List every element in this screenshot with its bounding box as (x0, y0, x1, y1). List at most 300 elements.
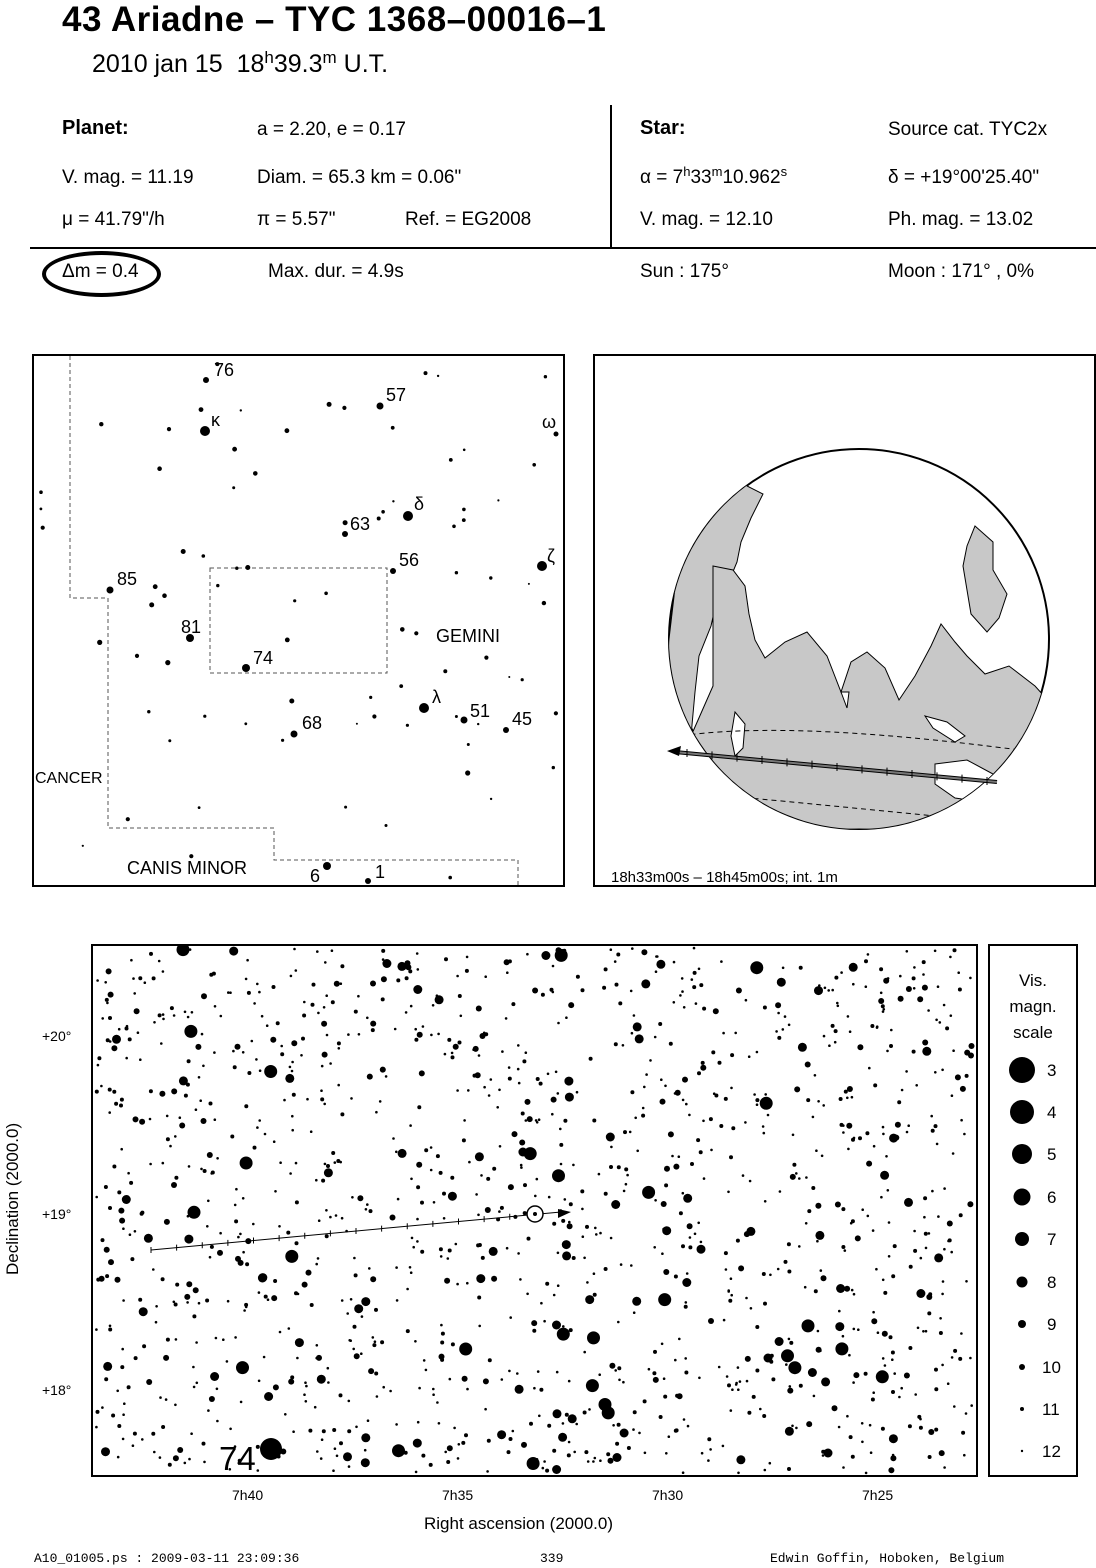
field-star (805, 1062, 811, 1068)
field-star (934, 1387, 938, 1391)
field-star (272, 985, 276, 989)
finder-star (203, 377, 209, 383)
finder-star (202, 554, 206, 558)
finder-star (477, 723, 479, 725)
field-star (644, 1452, 647, 1455)
field-star (630, 1264, 633, 1267)
field-star (687, 1425, 690, 1428)
field-star (214, 1005, 217, 1008)
field-star (192, 1314, 196, 1318)
field-star (138, 976, 142, 980)
legend-dot-mag12 (1021, 1450, 1023, 1452)
field-star (121, 1348, 124, 1351)
field-star (788, 1024, 791, 1027)
field-star (101, 1017, 104, 1020)
finder-label-1: 1 (375, 862, 386, 882)
field-star (562, 1422, 565, 1425)
field-star (106, 968, 112, 974)
finder-star (554, 432, 559, 437)
field-star (925, 1040, 928, 1043)
field-star (517, 1252, 520, 1255)
field-star (273, 1384, 279, 1390)
field-star (787, 1242, 791, 1246)
field-star (928, 1455, 932, 1459)
field-star (122, 1438, 125, 1441)
field-star (934, 950, 937, 953)
field-star (423, 1359, 426, 1362)
field-star (112, 1090, 116, 1094)
field-star (122, 1195, 131, 1204)
field-star (853, 1293, 856, 1296)
field-star (368, 1267, 371, 1270)
legend-dot-mag8 (1017, 1277, 1028, 1288)
field-star (880, 1171, 889, 1180)
field-star (184, 1011, 187, 1014)
field-star (873, 1145, 876, 1148)
field-star (562, 1240, 571, 1249)
field-star (609, 1363, 615, 1369)
field-star (838, 1426, 841, 1429)
finder-star (235, 567, 238, 570)
field-star (526, 953, 529, 956)
magnitude-drop: Δm = 0.4 (62, 261, 139, 282)
field-star (795, 1427, 798, 1430)
field-star (264, 1133, 267, 1136)
field-star (688, 1245, 692, 1249)
field-star (350, 1298, 353, 1301)
field-star (492, 1167, 496, 1171)
field-star (376, 1395, 379, 1398)
field-star (190, 1432, 193, 1435)
finder-star (503, 727, 509, 733)
field-star (440, 1358, 444, 1362)
constellation-cancer: CANCER (35, 770, 103, 787)
field-star (919, 1418, 922, 1421)
footer-author: Edwin Goffin, Hoboken, Belgium (770, 1551, 1005, 1566)
field-star (341, 1217, 344, 1220)
field-star (235, 1044, 241, 1050)
field-star (229, 1428, 232, 1431)
field-star (500, 1206, 504, 1210)
field-star (473, 1074, 477, 1078)
field-star (235, 1256, 241, 1262)
field-star (367, 1419, 370, 1422)
field-star (476, 1274, 485, 1283)
field-star (456, 1283, 459, 1286)
field-star (888, 1221, 891, 1224)
star-phmag: Ph. mag. = 13.02 (888, 209, 1034, 230)
field-star (163, 1355, 169, 1361)
field-star (535, 1119, 538, 1122)
field-star (101, 1447, 110, 1456)
field-star (560, 1163, 563, 1166)
field-star (364, 1449, 367, 1452)
field-star (913, 966, 916, 969)
field-star (593, 1293, 597, 1297)
field-star (505, 1017, 508, 1020)
field-star (730, 1277, 733, 1280)
field-star (416, 1185, 420, 1189)
field-star (439, 1247, 443, 1251)
field-star (295, 1162, 298, 1165)
sun-elongation: Sun : 175° (640, 261, 729, 282)
field-star (782, 967, 785, 970)
field-star (485, 1207, 491, 1213)
field-star (842, 1466, 845, 1469)
field-star (365, 1208, 368, 1211)
field-star (934, 1071, 937, 1074)
field-star (879, 967, 883, 971)
field-star (168, 1463, 172, 1467)
field-star (153, 1451, 156, 1454)
field-star (439, 1171, 443, 1175)
field-star (206, 1225, 209, 1228)
field-star (97, 1056, 101, 1060)
field-star (315, 1179, 318, 1182)
field-star (215, 1337, 218, 1340)
field-star (872, 1229, 875, 1232)
field-star (562, 1325, 565, 1328)
field-star (525, 1099, 531, 1105)
field-star (562, 1177, 565, 1180)
field-star (658, 1022, 662, 1026)
field-star (747, 1411, 751, 1415)
field-star (832, 1405, 838, 1411)
field-star (398, 1149, 407, 1158)
ra-seconds: 10.962 (722, 167, 781, 188)
field-star (965, 1074, 969, 1078)
field-star (441, 1332, 445, 1336)
finder-star (126, 817, 130, 821)
finder-star (528, 583, 530, 585)
field-star (166, 1115, 169, 1118)
field-star (540, 1302, 543, 1305)
field-star (883, 1008, 886, 1011)
field-star (425, 1369, 428, 1372)
field-star (922, 960, 926, 964)
field-star (209, 1102, 213, 1106)
ra-seconds-superscript: s (780, 164, 788, 179)
field-star (149, 1089, 153, 1093)
field-star (130, 959, 133, 962)
field-star (444, 1451, 447, 1454)
field-star (798, 1043, 807, 1052)
field-star (760, 1097, 773, 1110)
field-star (292, 1430, 295, 1433)
field-star (490, 1078, 493, 1081)
field-star (139, 1119, 145, 1125)
field-star (727, 1383, 731, 1387)
field-star (857, 1044, 863, 1050)
finder-label-68: 68 (302, 713, 323, 733)
field-star (867, 953, 870, 956)
field-star (304, 1381, 307, 1384)
field-star (222, 1338, 225, 1341)
field-star (635, 1034, 644, 1043)
field-star (551, 1097, 557, 1103)
field-star (813, 1395, 816, 1398)
field-star (584, 1450, 588, 1454)
field-star (478, 1325, 481, 1328)
finder-star (537, 561, 547, 571)
field-star (174, 1176, 178, 1180)
field-star (521, 1112, 525, 1116)
field-star (762, 1272, 766, 1276)
field-star (569, 1328, 573, 1332)
field-star (916, 1289, 925, 1298)
field-star (654, 1036, 657, 1039)
field-star (270, 1037, 276, 1043)
field-star (789, 1341, 793, 1345)
field-star (291, 1129, 294, 1132)
field-star (805, 1176, 808, 1179)
finder-star (377, 403, 384, 410)
field-star (487, 1439, 491, 1443)
field-star (462, 1138, 466, 1142)
field-star (828, 1044, 831, 1047)
field-star (851, 1455, 855, 1459)
field-star (484, 1408, 487, 1411)
field-star (872, 1391, 875, 1394)
field-star (861, 1422, 864, 1425)
field-star (820, 1269, 823, 1272)
field-star (155, 1305, 158, 1308)
field-star (253, 1002, 256, 1005)
field-star (846, 1415, 849, 1418)
field-star (541, 993, 545, 997)
field-star (951, 1356, 954, 1359)
field-star (246, 959, 249, 962)
field-star (174, 1303, 178, 1307)
field-star (420, 1201, 424, 1205)
field-star (166, 1338, 170, 1342)
finder-star (381, 510, 385, 514)
field-star (943, 1248, 946, 1251)
field-star (817, 1330, 820, 1333)
field-star (331, 949, 334, 952)
field-star (295, 1338, 304, 1347)
field-star (539, 1388, 543, 1392)
field-star (291, 1070, 294, 1073)
field-star (700, 1241, 703, 1244)
field-star (357, 1195, 363, 1201)
field-star (558, 1433, 567, 1442)
field-star (466, 956, 469, 959)
finder-chart (32, 354, 565, 887)
field-star (633, 1014, 636, 1017)
finder-star (356, 723, 358, 725)
field-star (913, 1230, 916, 1233)
field-star (395, 1423, 398, 1426)
field-star (853, 1372, 859, 1378)
field-star (777, 978, 786, 987)
field-star (310, 1303, 314, 1307)
field-star (350, 1097, 353, 1100)
field-star (694, 1233, 697, 1236)
field-star (559, 1128, 562, 1131)
field-star (234, 1204, 237, 1207)
field-star (821, 1275, 827, 1281)
field-star (622, 1381, 625, 1384)
field-star (617, 1165, 621, 1169)
field-star (889, 1434, 898, 1443)
field-star (689, 1236, 692, 1239)
hours-superscript: h (264, 48, 274, 67)
legend-mag-label: 5 (1047, 1145, 1057, 1164)
finder-star (203, 715, 206, 718)
field-star (209, 1396, 215, 1402)
field-star (162, 1018, 165, 1021)
field-star (727, 1289, 730, 1292)
field-star (763, 1006, 767, 1010)
field-star (641, 949, 647, 955)
field-star (456, 975, 459, 978)
field-star (883, 1291, 887, 1295)
field-star (719, 1124, 723, 1128)
field-star (936, 1143, 939, 1146)
field-star (335, 1214, 338, 1217)
field-star (821, 1155, 824, 1158)
field-star (806, 1098, 810, 1102)
field-star (964, 1050, 970, 1056)
field-star (907, 1124, 910, 1127)
finder-star (285, 428, 290, 433)
field-star (881, 1004, 885, 1008)
field-star (811, 1186, 815, 1190)
field-star (173, 1455, 179, 1461)
finder-star (508, 676, 510, 678)
field-star (943, 1187, 946, 1190)
field-star (690, 1162, 694, 1166)
field-star (196, 1382, 199, 1385)
field-star (853, 1137, 856, 1140)
field-star (380, 1340, 384, 1344)
field-star (207, 1152, 213, 1158)
field-star (455, 1243, 458, 1246)
field-star (745, 1356, 751, 1362)
field-star (108, 1111, 111, 1114)
finder-label-delta: δ (414, 494, 425, 514)
field-star (617, 1321, 620, 1324)
field-star (347, 1033, 350, 1036)
field-star (476, 1008, 479, 1011)
field-star (906, 1131, 909, 1134)
field-star (324, 961, 327, 964)
field-star (237, 1236, 240, 1239)
field-star (847, 1086, 853, 1092)
field-star (731, 1388, 734, 1391)
field-star (851, 1096, 854, 1099)
field-star (888, 1467, 894, 1473)
field-star (132, 977, 135, 980)
field-star (227, 1300, 230, 1303)
field-star (583, 1411, 587, 1415)
field-star (261, 1015, 264, 1018)
field-star (245, 978, 248, 981)
field-star (545, 1282, 549, 1286)
field-star (674, 1359, 677, 1362)
field-star (736, 988, 742, 994)
field-star (162, 970, 165, 973)
field-star (967, 1201, 973, 1207)
finder-star (232, 447, 237, 452)
field-star (914, 1393, 917, 1396)
footer-page: 339 (540, 1551, 564, 1566)
field-star (372, 1343, 376, 1347)
field-star (240, 1157, 253, 1170)
field-star (784, 1260, 788, 1264)
field-star (235, 1188, 238, 1191)
field-star (214, 1118, 217, 1121)
field-star (611, 1200, 620, 1209)
finder-star (167, 427, 171, 431)
field-star (149, 1118, 152, 1121)
field-star (255, 1058, 258, 1061)
field-star (184, 1235, 193, 1244)
field-star (775, 1030, 778, 1033)
field-star (114, 1102, 118, 1106)
field-star (112, 1035, 121, 1044)
field-star (835, 1322, 844, 1331)
field-star (517, 1068, 520, 1071)
field-star (421, 1454, 425, 1458)
field-star (127, 1172, 130, 1175)
field-star (392, 1137, 395, 1140)
field-star (226, 1360, 229, 1363)
field-star (447, 1038, 451, 1042)
field-star (374, 1340, 377, 1343)
field-star (927, 1009, 930, 1012)
finder-label-76: 76 (214, 360, 235, 380)
field-star (586, 1281, 589, 1284)
finder-star (406, 724, 409, 727)
field-star (466, 1282, 469, 1285)
field-star (109, 1325, 112, 1328)
field-star (347, 1429, 351, 1433)
field-star (159, 1456, 162, 1459)
field-star (592, 1460, 595, 1463)
legend-mag-label: 4 (1047, 1103, 1057, 1122)
field-star (357, 995, 360, 998)
field-star (681, 990, 684, 993)
field-star (481, 1256, 485, 1260)
planet-reference: Ref. = EG2008 (405, 209, 532, 230)
field-star (867, 1215, 870, 1218)
field-star (158, 1013, 162, 1017)
field-star (847, 1148, 850, 1151)
field-star (517, 1044, 520, 1047)
field-star (506, 971, 509, 974)
field-star (444, 1053, 447, 1056)
finder-star (198, 806, 201, 809)
finder-star (40, 508, 43, 511)
field-star (931, 1190, 934, 1193)
field-star (893, 1372, 896, 1375)
field-star (521, 1442, 527, 1448)
field-star (764, 1469, 767, 1472)
finder-star (240, 409, 242, 411)
field-star (568, 1002, 574, 1008)
field-star (585, 1225, 589, 1229)
field-star (834, 1041, 837, 1044)
field-star (678, 1155, 681, 1158)
field-star (123, 1402, 126, 1405)
field-star (627, 1446, 631, 1450)
finder-star (449, 458, 453, 462)
field-star (746, 1227, 755, 1236)
field-star (861, 1441, 864, 1444)
field-star (925, 1330, 928, 1333)
